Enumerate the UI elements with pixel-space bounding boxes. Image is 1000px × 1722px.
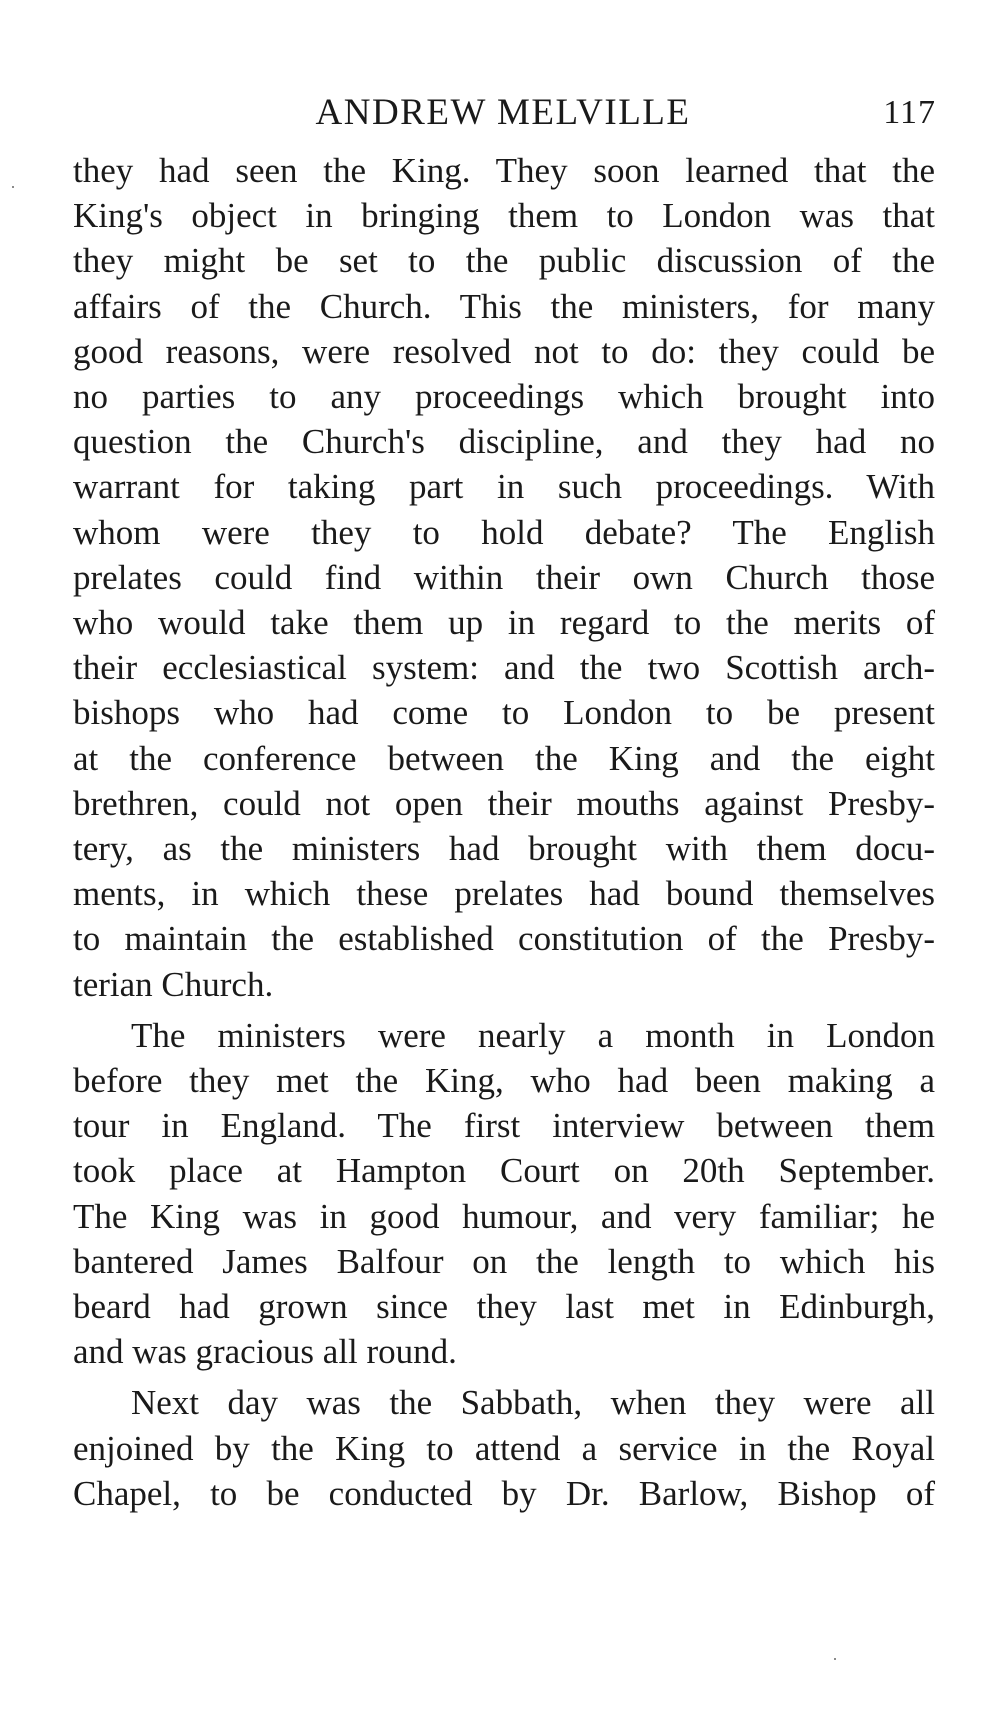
text-line: they might be set to the public discussion of the bbox=[73, 241, 935, 281]
text-line: before they met the King, who had been making a bbox=[73, 1061, 935, 1101]
text-line: bishops who had come to London to be present bbox=[73, 693, 935, 733]
text-line: their ecclesiastical system: and the two Scottish arch- bbox=[73, 648, 935, 688]
text-line: warrant for taking part in such proceedings. With bbox=[73, 467, 935, 507]
text-line: question the Church's discipline, and they had no bbox=[73, 422, 935, 462]
text-line: King's object in bringing them to London was that bbox=[73, 196, 935, 236]
text-line: affairs of the Church. This the ministers, for many bbox=[73, 286, 935, 326]
text-line: and was gracious all round. bbox=[73, 1332, 457, 1372]
text-line: The King was in good humour, and very familiar; he bbox=[73, 1196, 935, 1236]
text-line: tour in England. The first interview between them bbox=[73, 1106, 935, 1146]
paragraph-3 bbox=[73, 1380, 935, 1516]
body-text bbox=[73, 148, 935, 1522]
paragraph-1 bbox=[73, 148, 935, 1007]
text-line: beard had grown since they last met in Edinburgh, bbox=[73, 1287, 935, 1327]
text-line: Next day was the Sabbath, when they were all bbox=[131, 1383, 935, 1423]
paragraph-2 bbox=[73, 1013, 935, 1375]
text-line: at the conference between the King and the eight bbox=[73, 738, 935, 778]
text-line: who would take them up in regard to the merits of bbox=[73, 603, 935, 643]
paper-speck bbox=[834, 1658, 836, 1660]
text-line: terian Church. bbox=[73, 964, 274, 1004]
text-line: Chapel, to be conducted by Dr. Barlow, Bishop of bbox=[73, 1473, 935, 1513]
text-line: bantered James Balfour on the length to which his bbox=[73, 1241, 935, 1281]
page-number: 117 bbox=[883, 94, 936, 131]
text-line: no parties to any proceedings which brought into bbox=[73, 377, 935, 417]
text-line: brethren, could not open their mouths against Presby- bbox=[73, 783, 935, 823]
text-line: to maintain the established constitution of the Presby- bbox=[73, 919, 935, 959]
text-line: took place at Hampton Court on 20th September. bbox=[73, 1151, 935, 1191]
text-line: whom were they to hold debate? The English bbox=[73, 512, 935, 552]
text-line: The ministers were nearly a month in London bbox=[131, 1015, 935, 1055]
running-header bbox=[70, 88, 936, 138]
text-line: ments, in which these prelates had bound themselves bbox=[73, 874, 935, 914]
text-line: prelates could find within their own Church those bbox=[73, 557, 935, 597]
paper-speck bbox=[12, 186, 14, 188]
text-line: enjoined by the King to attend a service in the Royal bbox=[73, 1428, 935, 1468]
text-line: tery, as the ministers had brought with them docu- bbox=[73, 829, 935, 869]
text-line: good reasons, were resolved not to do: they could be bbox=[73, 331, 935, 371]
text-line: they had seen the King. They soon learned that the bbox=[73, 151, 935, 190]
running-title: ANDREW MELVILLE bbox=[315, 92, 691, 133]
